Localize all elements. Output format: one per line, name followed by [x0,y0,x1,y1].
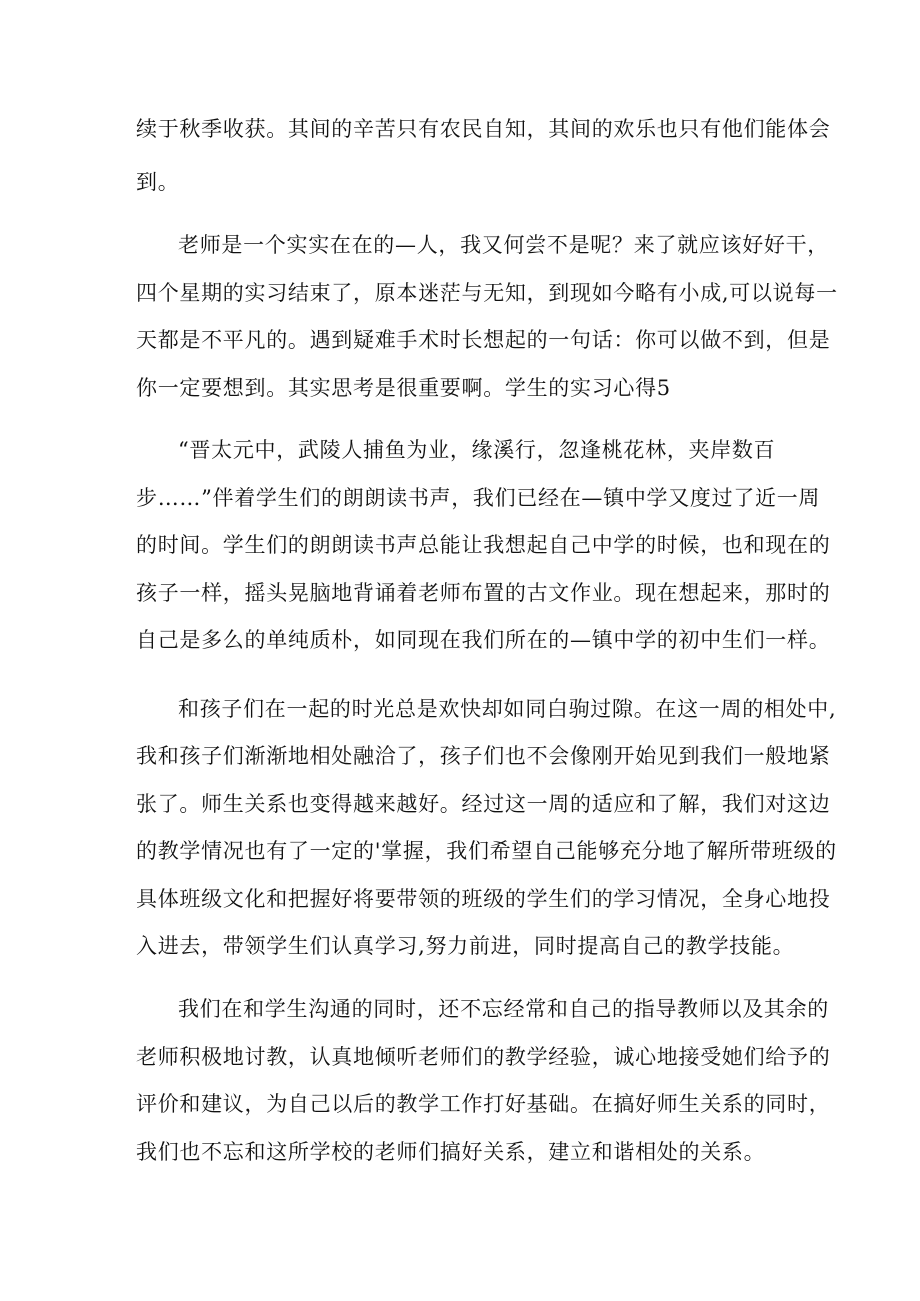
paragraph-3-line-3: 的时间。学生们的朗朗读书声总能让我想起自己中学的时候，也和现在的 [136,533,831,557]
paragraph-4-line-2: 我和孩子们渐渐地相处融洽了，孩子们也不会像刚开始见到我们一般地紧 [136,744,831,768]
paragraph-3-line-4: 孩子一样，摇头晃脑地背诵着老师布置的古文作业。现在想起来，那时的 [136,581,831,605]
paragraph-1-line-2: 到。 [136,170,180,194]
paragraph-5-line-2: 老师积极地讨教，认真地倾听老师们的教学经验，诚心地接受她们给予的 [136,1045,831,1069]
paragraph-1-line-1: 续于秋季收获。其间的辛苦只有农民自知，其间的欢乐也只有他们能体会 [136,117,831,141]
paragraph-3-line-5: 自己是多么的单纯质朴，如同现在我们所在的—镇中学的初中生们一样。 [136,628,831,652]
paragraph-4-line-4: 的教学情况也有了一定的'掌握，我们希望自己能够充分地了解所带班级的 [136,839,837,863]
paragraph-2-line-2: 四个星期的实习结束了，原本迷茫与无知，到现如今略有小成,可以说每一 [136,281,838,305]
paragraph-2-line-4: 你一定要想到。其实思考是很重要啊。学生的实习心得5 [136,376,671,400]
paragraph-2-line-3: 天都是不平凡的。遇到疑难手术时长想起的一句话：你可以做不到，但是 [136,328,831,352]
paragraph-3-line-2: 步……”伴着学生们的朗朗读书声，我们已经在—镇中学又度过了近一周 [136,486,821,510]
paragraph-4-line-6: 入进去，带领学生们认真学习,努力前进，同时提高自己的教学技能。 [136,934,795,958]
paragraph-4-line-1: 和孩子们在一起的时光总是欢快却如同白驹过隙。在这一周的相处中, [178,697,837,721]
paragraph-2-line-1: 老师是一个实实在在的—人，我又何尝不是呢？来了就应该好好干， [178,233,829,257]
paragraph-5-line-4: 我们也不忘和这所学校的老师们搞好关系，建立和谐相处的关系。 [136,1140,766,1164]
paragraph-3-line-1: “晋太元中，武陵人捕鱼为业，缘溪行，忽逢桃花林，夹岸数百 [178,438,776,462]
paragraph-5-line-1: 我们在和学生沟通的同时，还不忘经常和自己的指导教师以及其余的 [178,997,829,1021]
paragraph-4-line-3: 张了。师生关系也变得越来越好。经过这一周的适应和了解，我们对这边 [136,792,831,816]
paragraph-5-line-3: 评价和建议，为自己以后的教学工作打好基础。在搞好师生关系的同时， [136,1092,831,1116]
paragraph-4-line-5: 具体班级文化和把握好将要带领的班级的学生们的学习情况，全身心地投 [136,887,831,911]
